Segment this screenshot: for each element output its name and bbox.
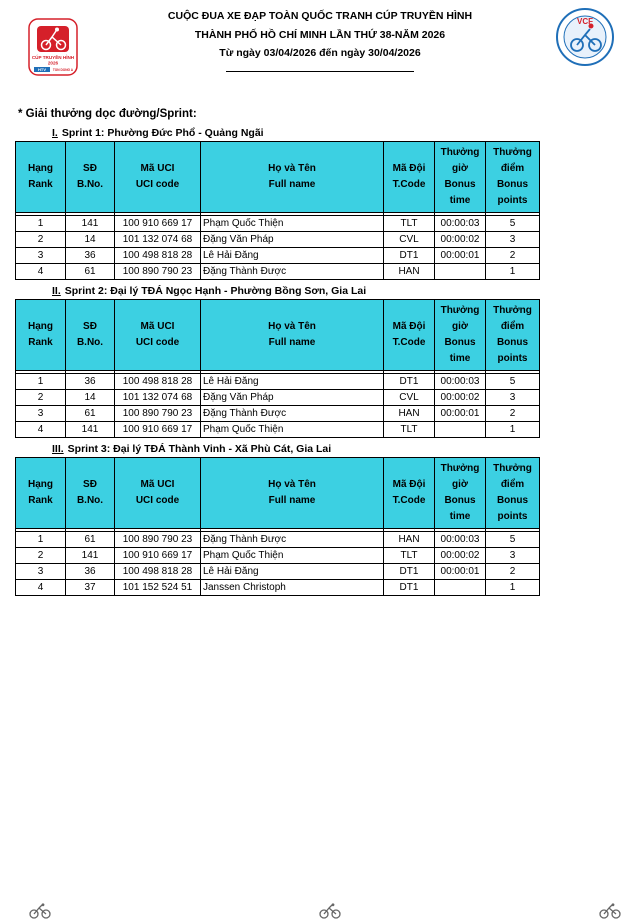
col-rank: Hạng Rank [16,142,66,213]
col-bonus-time: Thưởng giờ Bonus time [435,458,486,529]
col-name: Họ và Tên Full name [201,300,384,371]
sprint-name: Sprint 1: Phường Đức Phổ - Quảng Ngãi [61,127,264,139]
section-title: * Giải thưởng dọc đường/Sprint: [18,108,197,120]
sprint-3-title [52,443,331,455]
svg-text:CÚP TRUYỀN HÌNH: CÚP TRUYỀN HÌNH [31,55,75,60]
table-row: 1 141 100 910 669 17 Phạm Quốc Thiện TLT 00:00:03 5 [16,216,540,232]
vcf-federation-logo [555,7,615,67]
col-bno: SĐ B.No. [66,142,115,213]
header-divider [226,71,414,72]
table-header [16,458,540,529]
table-row: 1 61 100 890 790 23 Đặng Thành Được HAN 00:00:03 5 [16,532,540,548]
table-header [16,142,540,213]
table-row: 2 141 100 910 669 17 Phạm Quốc Thiện TLT 00:00:02 3 [16,548,540,564]
col-team: Mã Đội T.Code [384,300,435,371]
sprint-number: I. [52,127,58,139]
col-bonus-points: Thưởng điểm Bonus points [486,142,540,213]
table-row: 2 14 101 132 074 68 Đặng Văn Pháp CVL 00:00:02 3 [16,390,540,406]
sprint-name: Sprint 2: Đại lý TĐÁ Ngọc Hạnh - Phường Bồng Sơn, Gia Lai [64,285,367,297]
sprint-2-title [52,285,366,297]
svg-text:2026: 2026 [47,60,59,66]
col-bno: SĐ B.No. [66,458,115,529]
col-bno: SĐ B.No. [66,300,115,371]
table-header [16,300,540,371]
sprint-1-title [52,127,264,139]
cyclist-icon [598,903,622,919]
col-uci: Mã UCI UCI code [115,300,201,371]
col-bonus-time: Thưởng giờ Bonus time [435,300,486,371]
table-row: 3 36 100 498 818 28 Lê Hải Đăng DT1 00:00:01 2 [16,564,540,580]
sprint-3-table [15,457,540,596]
col-team: Mã Đội T.Code [384,142,435,213]
col-bonus-time: Thưởng giờ Bonus time [435,142,486,213]
sprint-number: II. [52,285,61,297]
col-rank: Hạng Rank [16,300,66,371]
table-row: 2 14 101 132 074 68 Đặng Văn Pháp CVL 00:00:02 3 [16,232,540,248]
col-bonus-points: Thưởng điểm Bonus points [486,458,540,529]
svg-text:HTV: HTV [38,67,46,73]
sprint-name: Sprint 3: Đại lý TĐÁ Thành Vinh - Xã Phù Cát, Gia Lai [67,443,332,455]
event-title: CUỘC ĐUA XE ĐẠP TOÀN QUỐC TRANH CÚP TRUYỀN HÌNH [167,10,473,22]
table-row: 4 141 100 910 669 17 Phạm Quốc Thiện TLT 1 [16,422,540,438]
event-subtitle: THÀNH PHỐ HỒ CHÍ MINH LẦN THỨ 38-NĂM 2026 [194,29,446,41]
col-name: Họ và Tên Full name [201,458,384,529]
svg-text:VCF: VCF [577,17,593,26]
sprint-1-table [15,141,540,280]
table-row: 4 61 100 890 790 23 Đặng Thành Được HAN 1 [16,264,540,280]
table-row: 3 36 100 498 818 28 Lê Hải Đăng DT1 00:00:01 2 [16,248,540,264]
cyclist-icon [28,903,52,919]
event-dates: Từ ngày 03/04/2026 đến ngày 30/04/2026 [219,47,421,59]
cyclist-icon [318,903,342,919]
col-name: Họ và Tên Full name [201,142,384,213]
col-uci: Mã UCI UCI code [115,142,201,213]
col-uci: Mã UCI UCI code [115,458,201,529]
col-bonus-points: Thưởng điểm Bonus points [486,300,540,371]
svg-text:TON DONG A: TON DONG A [52,68,74,73]
cycling-cup-logo [28,18,78,76]
sprint-2-table [15,299,540,438]
sprint-number: III. [52,443,64,455]
table-row: 3 61 100 890 790 23 Đặng Thành Được HAN 00:00:01 2 [16,406,540,422]
col-team: Mã Đội T.Code [384,458,435,529]
table-row: 4 37 101 152 524 51 Janssen Christoph DT1 1 [16,580,540,596]
table-row: 1 36 100 498 818 28 Lê Hải Đăng DT1 00:00:03 5 [16,374,540,390]
col-rank: Hạng Rank [16,458,66,529]
